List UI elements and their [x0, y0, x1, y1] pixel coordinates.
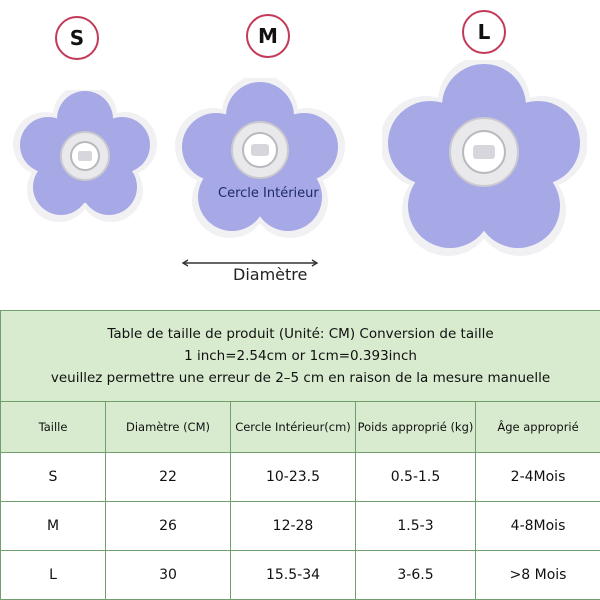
table-cell: L	[1, 550, 106, 599]
header-cell: Cercle Intérieur(cm)	[231, 401, 356, 452]
inner-circle-label: Cercle Intérieur	[218, 186, 319, 201]
table-cell: 0.5-1.5	[356, 452, 476, 501]
table-cell: 4-8Mois	[476, 501, 600, 550]
header-cell: Diamètre (CM)	[106, 401, 231, 452]
table-title-line1: Table de taille de produit (Unité: CM) Conversion de taille	[107, 325, 494, 342]
collar-image-s	[10, 90, 160, 225]
collar-image-m	[175, 78, 345, 246]
size-badge-m: M	[246, 14, 290, 58]
table-row	[1, 550, 600, 599]
size-badge-l: L	[462, 10, 506, 54]
size-table	[0, 310, 600, 600]
table-row	[1, 501, 600, 550]
header-cell: Poids approprié (kg)	[356, 401, 476, 452]
header-cell: Taille	[1, 401, 106, 452]
collar-image-l	[382, 60, 587, 265]
table-cell: 15.5-34	[231, 550, 356, 599]
diameter-label: Diamètre	[233, 265, 308, 284]
size-badge-s: S	[55, 16, 99, 60]
table-cell: 1.5-3	[356, 501, 476, 550]
table-header-row	[1, 401, 600, 452]
header-cell: Âge approprié	[476, 401, 600, 452]
table-cell: >8 Mois	[476, 550, 600, 599]
table-cell: 2-4Mois	[476, 452, 600, 501]
table-cell: 22	[106, 452, 231, 501]
table-row	[1, 452, 600, 501]
table-cell: 12-28	[231, 501, 356, 550]
table-cell: 3-6.5	[356, 550, 476, 599]
table-title-line3: veuillez permettre une erreur de 2–5 cm en raison de la mesure manuelle	[50, 369, 551, 386]
table-title-line2: 1 inch=2.54cm or 1cm=0.393inch	[184, 347, 417, 364]
table-cell: 10-23.5	[231, 452, 356, 501]
table-cell: 26	[106, 501, 231, 550]
table-cell: 30	[106, 550, 231, 599]
table-cell: S	[1, 452, 106, 501]
table-title	[1, 311, 600, 402]
table-cell: M	[1, 501, 106, 550]
